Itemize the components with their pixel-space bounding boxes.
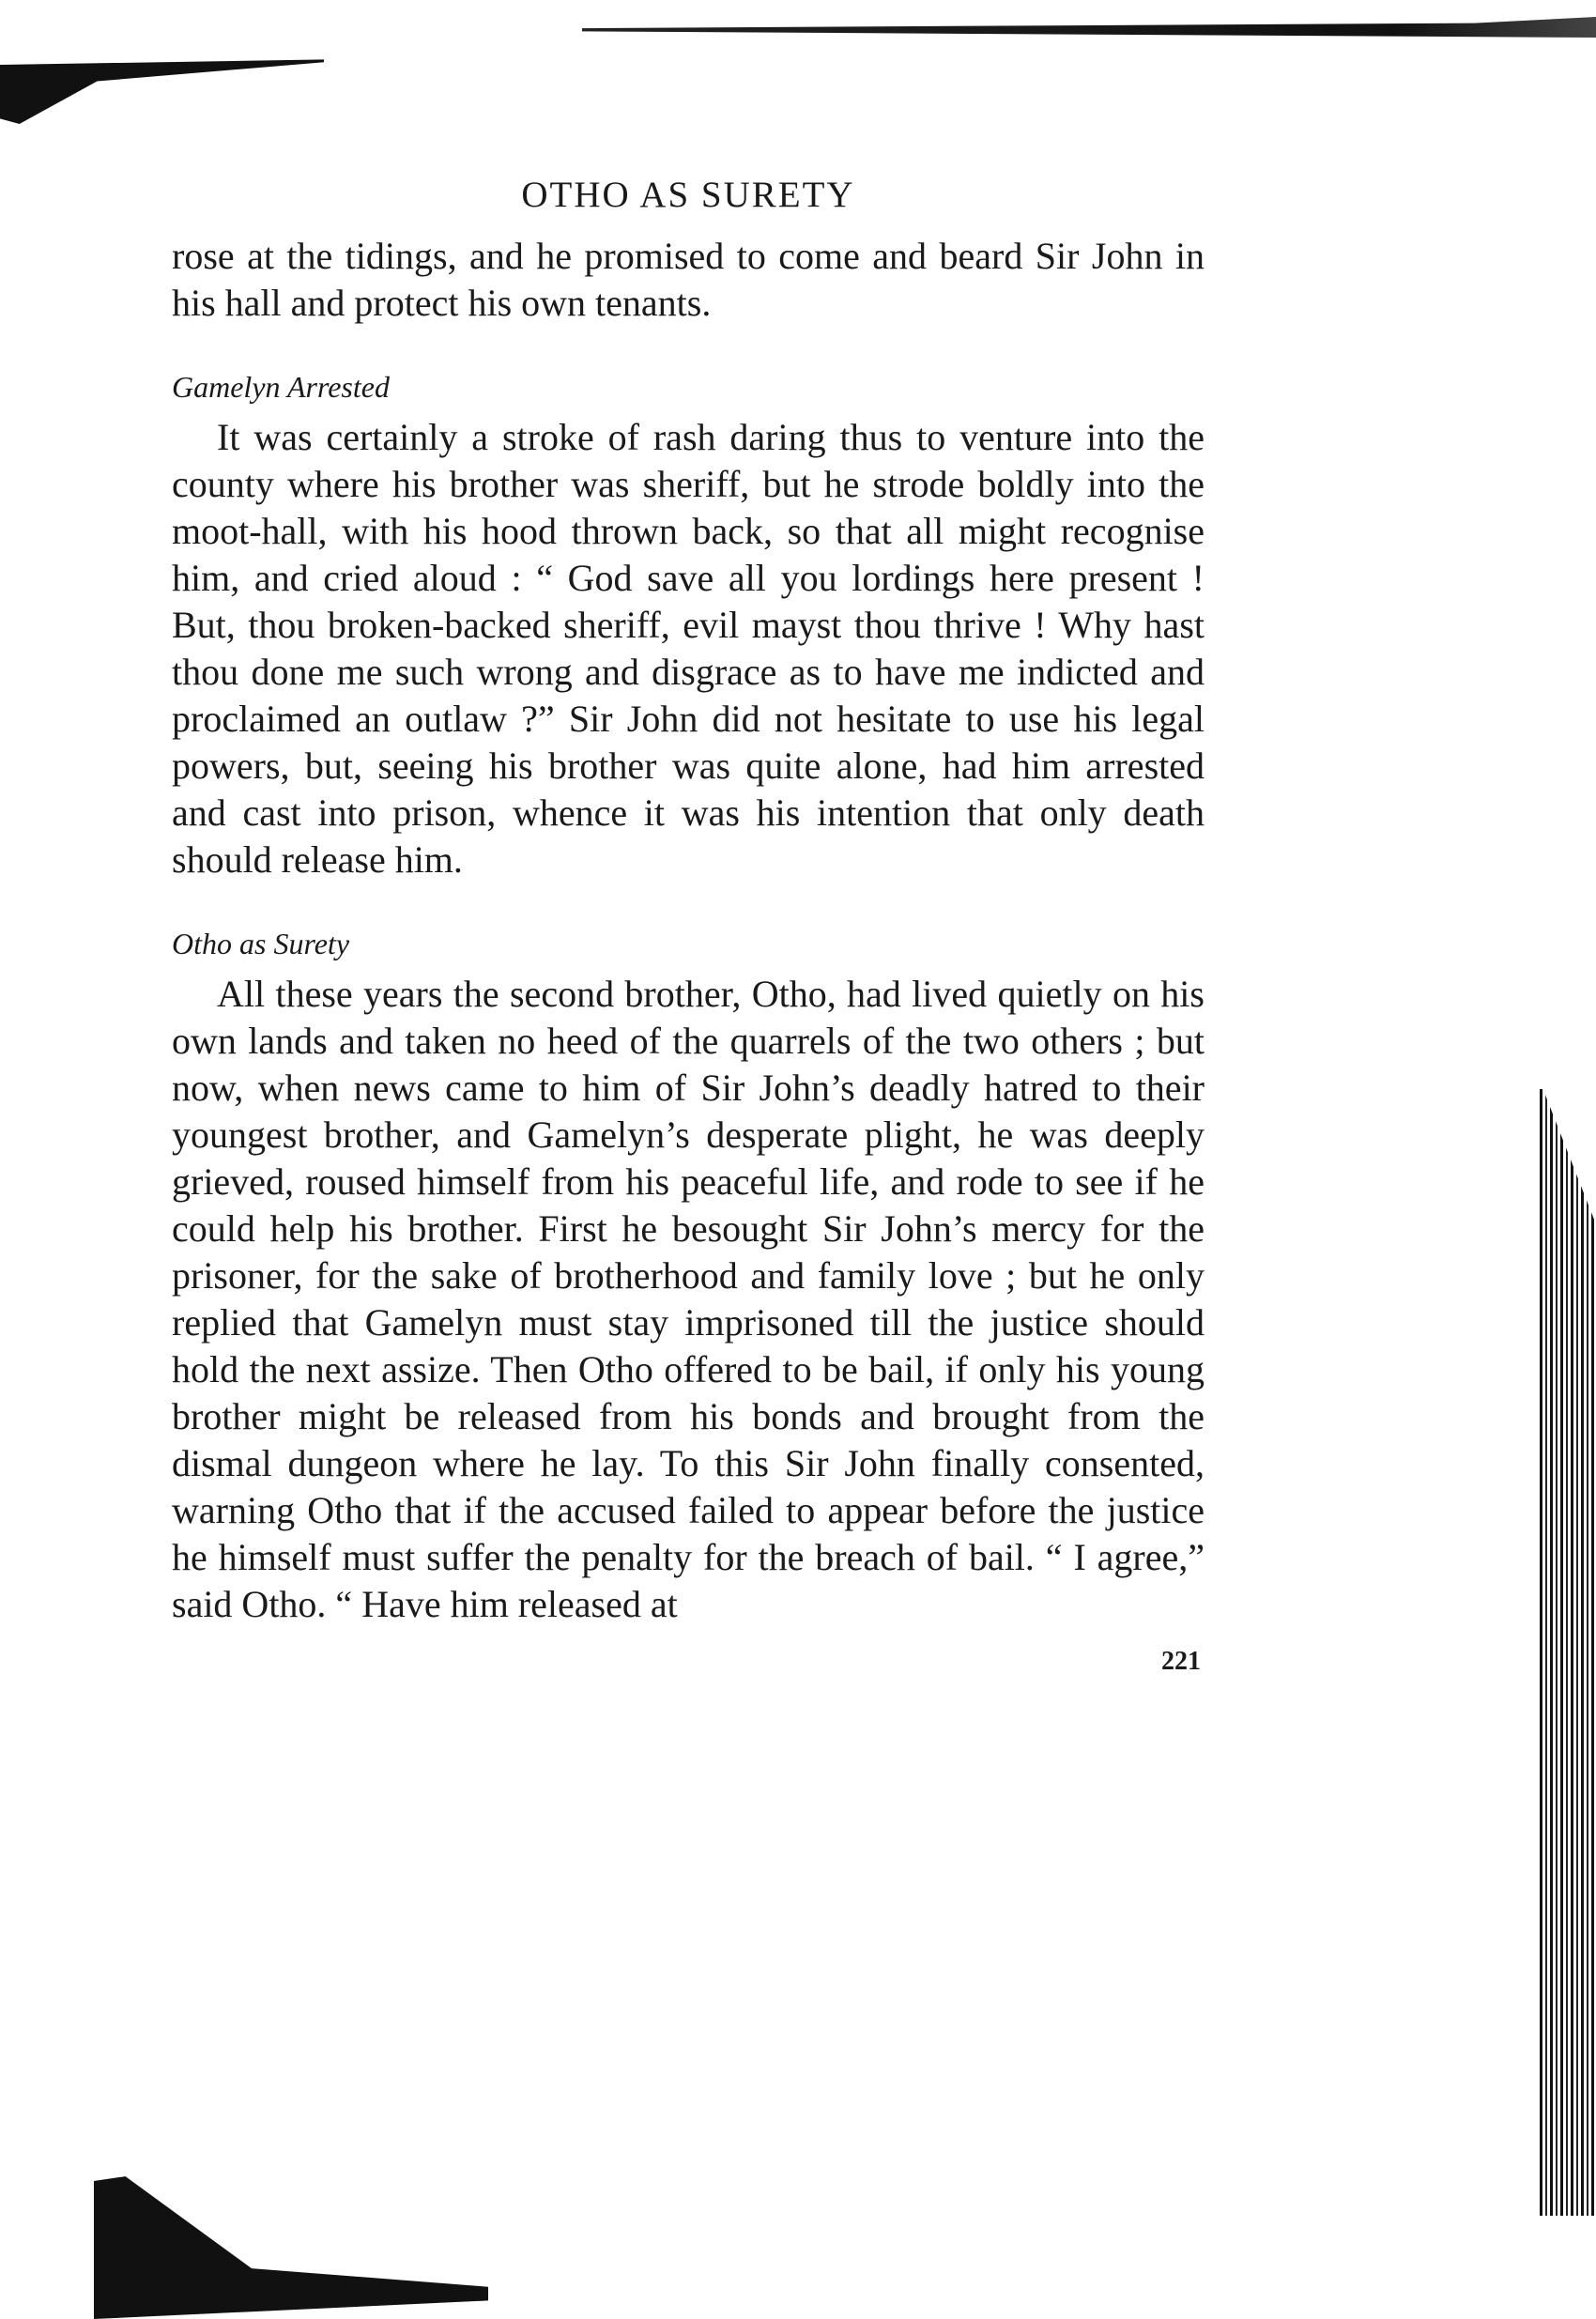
continued-paragraph: rose at the tidings, and he promised to come and beard Sir John in his hall and protect his own tenants. <box>172 235 1205 324</box>
paragraph-gamelyn-arrested: It was certainly a stroke of rash daring thus to venture into the county where his brother was sheriff, but he strode boldly into the moot-hall, with his hood thrown back, so that all might recognise him, and cried aloud : “ God save all you lordings here present ! But, thou broken-backed sheriff, evil mayst thou thrive ! Why hast thou done me such wrong and disgrace as to have me indicted and proclaimed an outlaw ?” Sir John did not hesitate to use his legal powers, but, seeing his brother was quite alone, had him arrested and cast into prison, whence it was his intention that only death should release him. <box>172 416 1205 881</box>
paragraph-otho-as-surety: All these years the second brother, Otho, had lived quietly on his own lands and taken no heed of the quarrels of the two others ; but now, when news came to him of Sir John’s deadly hatred to their youngest brother, and Gamelyn’s desperate plight, he was deeply grieved, roused himself from his peaceful life, and rode to see if he could help his brother. First he besought Sir John’s mercy for the prisoner, for the sake of brotherhood and family love ; but he only replied that Gamelyn must stay imprisoned till the justice should hold the next assize. Then Otho offered to be bail, if only his young brother might be released from his bonds and brought from the dismal dungeon where he lay. To this Sir John finally consented, warning Otho that if the accused failed to appear before the justice he himself must suffer the penalty for the breach of bail. “ I agree,” said Otho. “ Have him released at <box>172 973 1205 1625</box>
section-heading-gamelyn-arrested: Gamelyn Arrested <box>172 370 390 404</box>
section-heading-otho-as-surety: Otho as Surety <box>172 927 350 960</box>
book-page <box>172 174 1205 1677</box>
scan-artifact-top-left <box>0 58 324 124</box>
running-head: OTHO AS SURETY <box>521 175 855 215</box>
scan-artifact-right-edge <box>1540 1089 1596 2216</box>
scan-artifact-top-right <box>582 17 1596 38</box>
page-number: 221 <box>1161 1647 1201 1676</box>
scan-artifact-bottom-left <box>94 2089 488 2319</box>
